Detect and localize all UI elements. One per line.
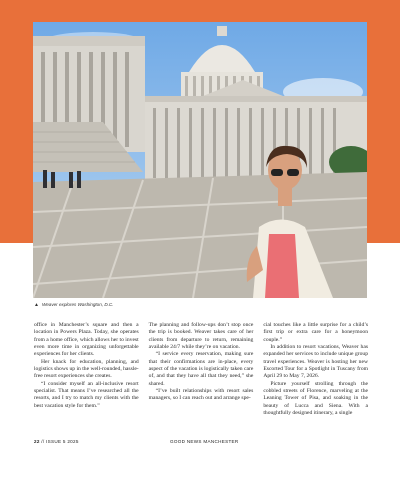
magazine-name: GOOD NEWS MANCHESTER xyxy=(170,439,239,444)
capitol-photo xyxy=(33,22,367,298)
triangle-icon: ▲ xyxy=(34,302,39,308)
article-column-2 xyxy=(149,322,254,417)
paragraph: The planning and follow-ups don’t stop once the trip is booked. Weaver takes care of her clients from departure to return, remaining available 24/7 while they’re on vacation. xyxy=(148,322,254,351)
paragraph: Her knack for education, planning, and logistics shows up in the well-rounded, hassle-free resort experiences she creates. xyxy=(34,358,139,380)
paragraph: In addition to resort vacations, Weaver has expanded her services to include unique group travel experiences. Weaver is hosting her new Escorted Tour for a Spotlight in Tuscany from April 29 to May 7, 2026. xyxy=(263,344,369,380)
article-column-1 xyxy=(34,322,139,417)
article-columns xyxy=(34,322,368,417)
paragraph: Picture yourself strolling through the cobbled streets of Florence, marveling at the Leaning Tower of Pisa, and soaking in the beauty of Lucca and Siena. With a thoughtfully designed itinerary, a single xyxy=(263,380,369,417)
paragraph: “I consider myself an all-inclusive resort specialist. That means I’ve researched all the resorts, and I try to match my clients with the best vacation style for them.” xyxy=(34,380,139,409)
issue-label: // ISSUE 5 2025 xyxy=(39,439,79,444)
paragraph: “I’ve built relationships with resort sales managers, so I can reach out and arrange spe- xyxy=(148,388,254,402)
page-number xyxy=(34,439,79,444)
page-number-value: 22 xyxy=(34,439,40,444)
paragraph: cial touches like a little surprise for a child’s first trip or extra care for a honeymoon couple.” xyxy=(263,322,369,343)
paragraph: office in Manchester’s square and then a location in Powers Plaza. Today, she operates from a home office, which allows her to invest even more time in organizing unforgettable experiences for her clients. xyxy=(34,322,139,358)
photo-caption xyxy=(34,302,114,308)
paragraph: “I service every reservation, making sure that their confirmations are in-place, every aspect of the vacation is logistically taken care of, and that they have all that they need,” she shared. xyxy=(148,351,254,387)
caption-text: Weaver explores Washington, D.C. xyxy=(41,302,114,307)
article-column-3 xyxy=(263,322,368,417)
